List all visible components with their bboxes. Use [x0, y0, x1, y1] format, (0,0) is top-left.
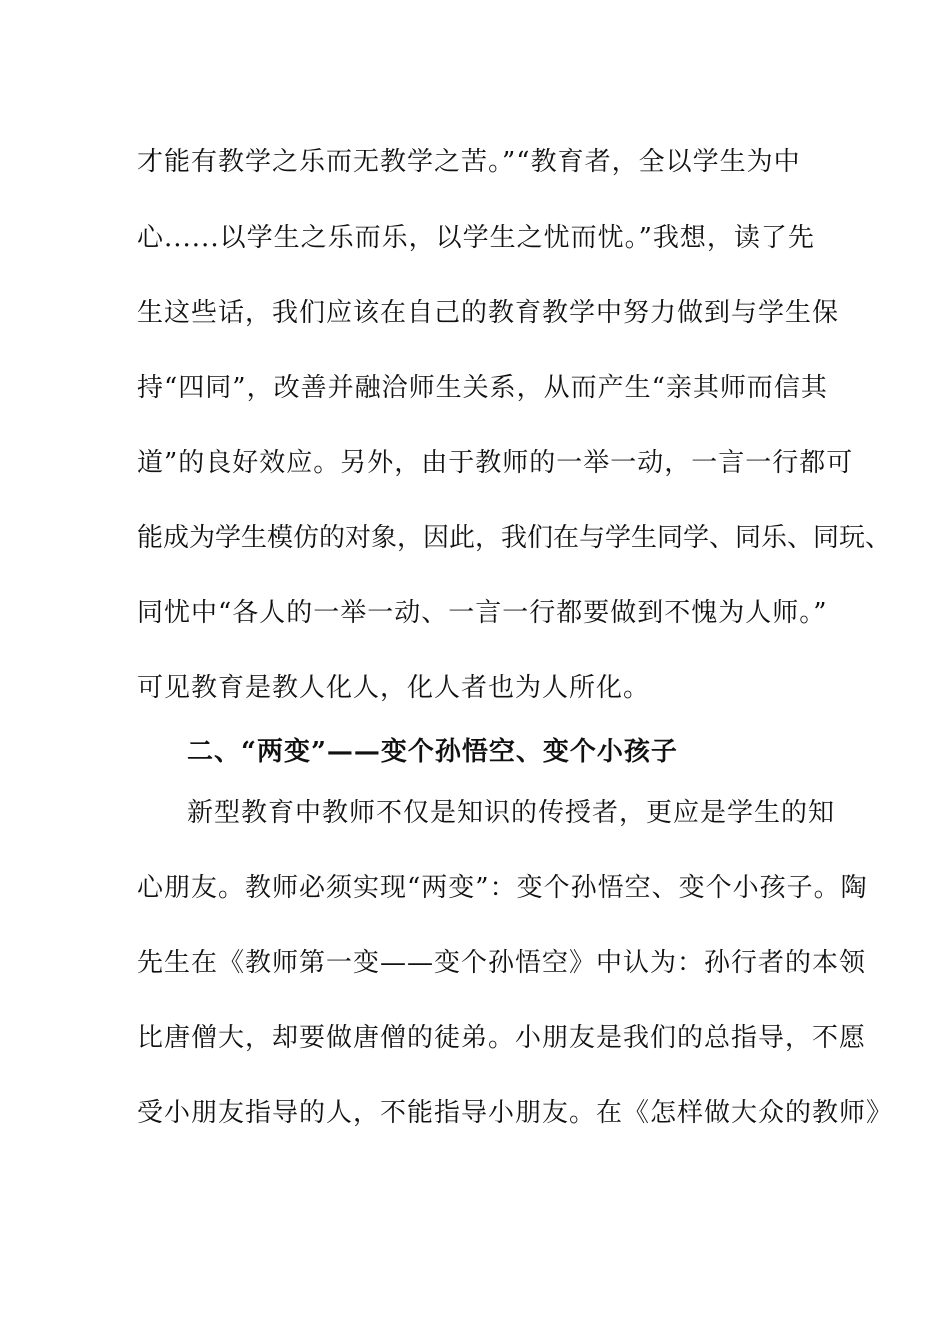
paragraph-line: 受小朋友指导的人，不能指导小朋友。在《怎样做大众的教师》	[137, 1098, 894, 1128]
paragraph-line: 同忧中“各人的一举一动、一言一行都要做到不愧为人师。”	[137, 598, 828, 628]
paragraph-line: 道”的良好效应。另外，由于教师的一举一动，一言一行都可	[137, 448, 854, 478]
paragraph-line: 心朋友。教师必须实现“两变”：变个孙悟空、变个小孩子。陶	[137, 873, 868, 903]
paragraph-line: 持“四同”，改善并融洽师生关系，从而产生“亲其师而信其	[137, 373, 828, 403]
paragraph-line: 新型教育中教师不仅是知识的传授者，更应是学生的知	[187, 798, 836, 828]
paragraph-line: 才能有教学之乐而无教学之苦。”“教育者，全以学生为中	[137, 147, 801, 177]
paragraph-line: 能成为学生模仿的对象，因此，我们在与学生同学、同乐、同玩、	[137, 523, 892, 553]
paragraph-line: 心......以学生之乐而乐，以学生之忧而忧。”我想，读了先	[137, 223, 815, 253]
paragraph-line: 比唐僧大，却要做唐僧的徒弟。小朋友是我们的总指导，不愿	[137, 1023, 867, 1053]
paragraph-line: 可见教育是教人化人，化人者也为人所化。	[137, 673, 651, 703]
section-heading: 二、“两变”——变个孙悟空、变个小孩子	[187, 737, 678, 767]
paragraph-line: 先生在《教师第一变——变个孙悟空》中认为：孙行者的本领	[137, 948, 867, 978]
paragraph-line: 生这些话，我们应该在自己的教育教学中努力做到与学生保	[137, 298, 840, 328]
